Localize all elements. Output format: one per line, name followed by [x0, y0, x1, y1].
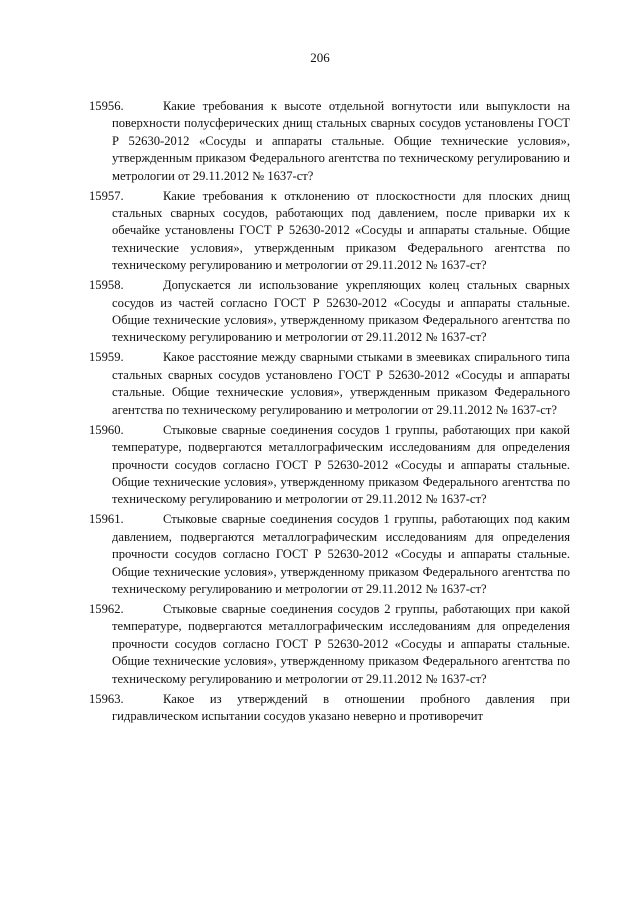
question-number: 15963.	[89, 691, 124, 706]
question-text: Допускается ли использование укрепляющих колец стальных сварных сосудов из частей согласно ГОСТ Р 52630-2012 «Сосуды и аппараты стальные. Общие технические условия», утвержденному приказом Федерального агентства по техническому регулированию и метрологии от 29.11.2012 № 1637-ст?	[112, 278, 570, 345]
question-item	[89, 277, 570, 347]
question-item	[89, 422, 570, 509]
question-text: Какое расстояние между сварными стыками в змеевиках спирального типа стальных сварных сосудов установлено ГОСТ Р 52630-2012 «Сосуды и аппараты стальные. Общие технические условия», утвержденным приказом Федерального агентства по техническому регулированию и метрологии от 29.11.2012 № 1637-ст?	[112, 350, 570, 417]
question-list	[89, 98, 570, 728]
question-number: 15959.	[89, 350, 124, 365]
question-number: 15958.	[89, 278, 124, 293]
question-item	[89, 349, 570, 419]
question-text: Какое из утверждений в отношении пробного давления при гидравлическом испытании сосудов указано неверно и противоречит	[112, 691, 570, 723]
question-item	[89, 188, 570, 275]
question-text: Стыковые сварные соединения сосудов 2 группы, работающих при какой температуре, подвергаются металлографическим исследованиям для определения прочности сосудов согласно ГОСТ Р 52630-2012 «Сосуды и аппараты стальные. Общие технические условия», утвержденному приказом Федерального агентства по техническому регулированию и метрологии от 29.11.2012 № 1637-ст?	[112, 601, 570, 686]
question-number: 15961.	[89, 512, 124, 527]
page-number: 206	[310, 50, 330, 65]
question-item	[89, 601, 570, 688]
question-item	[89, 691, 570, 726]
question-number: 15962.	[89, 601, 124, 616]
question-number: 15956.	[89, 99, 124, 113]
question-text: Стыковые сварные соединения сосудов 1 группы, работающих под каким давлением, подвергаются металлографическим исследованиям для определения прочности сосудов согласно ГОСТ Р 52630-2012 «Сосуды и аппараты стальные. Общие технические условия», утвержденному приказом Федерального агентства по техническому регулированию и метрологии от 29.11.2012 № 1637-ст?	[112, 512, 570, 596]
question-number: 15957.	[89, 188, 124, 203]
question-number: 15960.	[89, 422, 124, 437]
question-item	[89, 511, 570, 598]
question-text: Какие требования к отклонению от плоскостности для плоских днищ стальных сварных сосудов, работающих под давлением, после приварки их к обечайке установлены ГОСТ Р 52630-2012 «Сосуды и аппараты стальные. Общие технические условия», утвержденным приказом Федерального агентства по техническому регулированию и метрологии от 29.11.2012 № 1637-ст?	[112, 188, 570, 273]
question-text: Стыковые сварные соединения сосудов 1 группы, работающих при какой температуре, подвергаются металлографическим исследованиям для определения прочности сосудов согласно ГОСТ Р 52630-2012 «Сосуды и аппараты стальные. Общие технические условия», утвержденному приказом Федерального агентства по техническому регулированию и метрологии от 29.11.2012 № 1637-ст?	[112, 422, 570, 507]
question-item	[89, 98, 570, 185]
question-text: Какие требования к высоте отдельной вогнутости или выпуклости на поверхности полусферических днищ стальных сварных сосудов установлены ГОСТ Р 52630-2012 «Сосуды и аппараты стальные. Общие технические условия», утвержденным приказом Федерального агентства по техническому регулированию и метрологии от 29.11.2012 № 1637-ст?	[112, 99, 570, 183]
